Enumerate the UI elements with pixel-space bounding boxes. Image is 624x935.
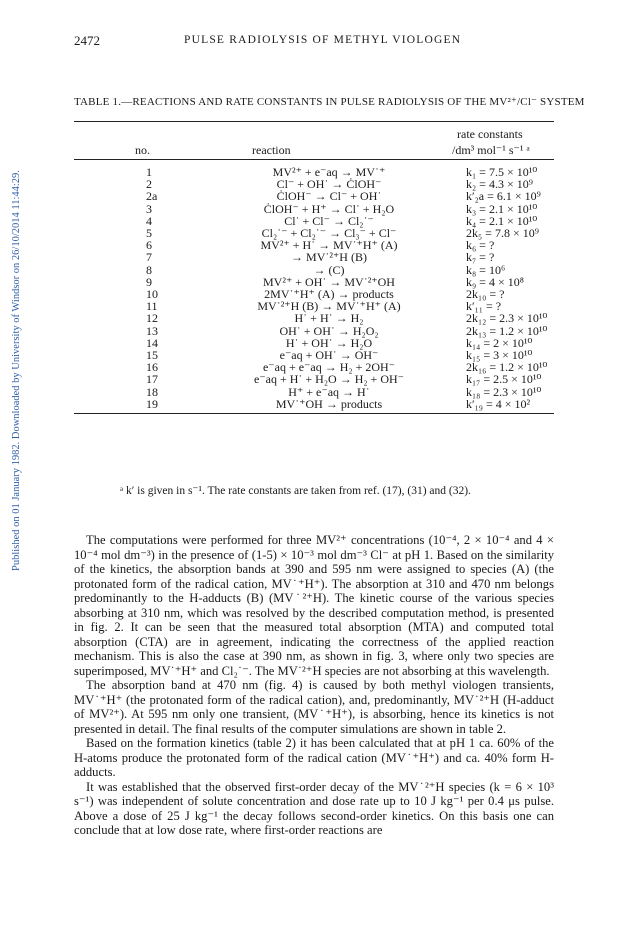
rate-header-line1: rate constants — [457, 127, 523, 141]
reaction-cell: MV˙⁺OH → products — [275, 396, 383, 411]
rate-constant-cell: k′₂a = 6.1 × 10⁹ — [466, 189, 541, 204]
row-number: 11 — [146, 299, 158, 314]
rate-constant-cell: k′₁₁ = ? — [466, 299, 502, 314]
row-number: 5 — [146, 226, 152, 241]
table-row — [74, 190, 554, 202]
rate-constant-cell: k₄ = 2.1 × 10¹⁰ — [466, 213, 538, 228]
table-top-rule — [74, 121, 554, 122]
row-number: 17 — [146, 372, 158, 387]
row-number: 2 — [146, 177, 152, 192]
rate-constant-cell: k₁₇ = 2.5 × 10¹⁰ — [466, 372, 542, 387]
paragraph: It was established that the observed first-order decay of the MV˙²⁺H species (k = 6 × 10³ s⁻¹) was independent of solute concentration and dose rate up to 10 J kg⁻¹ per 0.4 μs pulse. Above a dose of 25 J kg⁻¹ the decay follows second-order kinetics. On this basis one can conclude that at low dose rate, where first-order reactions are — [74, 779, 554, 837]
row-number: 2a — [146, 189, 158, 204]
reaction-cell: e⁻aq + H˙ + H₂O → H₂ + OH⁻ — [254, 372, 404, 387]
column-header-no: no. — [135, 143, 150, 157]
reaction-cell: ĊlOH⁻ + H⁺ → Cl˙ + H₂O — [263, 201, 395, 216]
rate-constant-cell: 2k₁₀ = ? — [466, 287, 505, 302]
rate-constant-cell: k₃ = 2.1 × 10¹⁰ — [466, 201, 538, 216]
row-number: 19 — [146, 396, 158, 411]
rate-constant-cell: 2k₅ = 7.8 × 10⁹ — [466, 226, 539, 241]
paragraph: The absorption band at 470 nm (fig. 4) is caused by both methyl viologen transients, MV˙⁺H⁺ (the protonated form of the radical cation), and, predominantly, MV˙²⁺H (H-adduct of MV²⁺). At 595 nm only one transient, (MV˙⁺H⁺), is absorbing, hence its kinetics is not presented in detail. The final results of the computer simulations are shown in table 2. — [74, 678, 554, 736]
table-footnote: ᵃ k′ is given in s⁻¹. The rate constants are taken from ref. (17), (31) and (32). — [120, 485, 471, 497]
row-number: 6 — [146, 238, 152, 253]
table-row — [74, 251, 554, 263]
row-number: 13 — [146, 323, 158, 338]
download-watermark — [9, 160, 23, 580]
reaction-cell: MV²⁺ + H˙ → MV˙⁺H⁺ (A) — [260, 238, 398, 253]
reaction-cell: H˙ + H˙ → H₂ — [294, 311, 364, 326]
table-caption: TABLE 1.—REACTIONS AND RATE CONSTANTS IN PULSE RADIOLYSIS OF THE MV²⁺/Cl⁻ SYSTEM — [74, 96, 585, 108]
reaction-cell: H˙ + OH˙ → H₂O — [285, 335, 373, 350]
row-number: 7 — [146, 250, 152, 265]
column-header-reaction: reaction — [252, 143, 291, 157]
reaction-cell: H⁺ + e⁻aq → H˙ — [288, 384, 370, 399]
table-row — [74, 325, 554, 337]
row-number: 16 — [146, 360, 158, 375]
row-number: 9 — [146, 274, 152, 289]
table-row — [74, 264, 554, 276]
reaction-cell: e⁻aq + OH˙ → OH⁻ — [279, 348, 379, 363]
reaction-cell: MV˙²⁺H (B) → MV˙⁺H⁺ (A) — [257, 299, 401, 314]
paragraph: The computations were performed for three MV²⁺ concentrations (10⁻⁴, 2 × 10⁻⁴ and 4 × 10⁻⁴ mol dm⁻³) in the presence of (1-5) × 10⁻³ mol dm⁻³ Cl⁻ at pH 1. Based on the similarity of the kinetics, the absorption bands at 390 and 595 nm were assigned to species (A) (the protonated form of the radical cation, MV˙⁺H⁺). The absorption at 310 and 470 nm belongs predominantly to the H-adducts (B) (MV˙²⁺H). The kinetic course of the various species absorbing at 310 nm, which was resolved by the described computation method, is presented in fig. 2. It can be seen that the measured total absorption (MTA) and computed total absorption (CTA) are in agreement, indicating the correctness of the applied reaction mechanism. This is also the case at 390 nm, as shown in fig. 3, where only two species are superimposed, MV˙⁺H⁺ and Cl₂˙⁻. The MV˙²⁺H species are not absorbing at this wavelength. — [74, 533, 554, 678]
rate-constant-cell: k′₁₉ = 4 × 10² — [466, 396, 531, 411]
page-header — [74, 33, 554, 53]
reaction-cell: Cl˙ + Cl⁻ → Cl₂˙⁻ — [284, 213, 374, 228]
row-number: 18 — [146, 384, 158, 399]
row-number: 4 — [146, 213, 152, 228]
row-number: 10 — [146, 287, 158, 302]
rate-constant-cell: k₆ = ? — [466, 238, 495, 253]
row-number: 1 — [146, 165, 152, 179]
rate-constant-cell: k₁₅ = 3 × 10¹⁰ — [466, 348, 533, 363]
rate-constant-cell: 2k₁₂ = 2.3 × 10¹⁰ — [466, 311, 548, 326]
row-number: 15 — [146, 348, 158, 363]
rate-constant-cell: 2k₁₆ = 1.2 × 10¹⁰ — [466, 360, 548, 375]
running-head: PULSE RADIOLYSIS OF METHYL VIOLOGEN — [184, 34, 462, 46]
rate-constant-cell: k₇ = ? — [466, 250, 495, 265]
reaction-cell: → MV˙²⁺H (B) — [291, 250, 367, 265]
table-row — [74, 203, 554, 215]
reaction-cell: MV²⁺ + OH˙ → MV˙²⁺OH — [263, 274, 395, 289]
rate-header-line2: /dm³ mol⁻¹ s⁻¹ ᵃ — [452, 143, 530, 157]
row-number: 8 — [146, 262, 152, 277]
reaction-cell: Cl⁻ + OH˙ → ĊlOH⁻ — [276, 177, 382, 192]
row-number: 3 — [146, 201, 152, 216]
reaction-cell: MV²⁺ + e⁻aq → MV˙⁺ — [272, 165, 386, 179]
row-number: 14 — [146, 335, 158, 350]
table-header-rule — [74, 159, 554, 160]
body-text — [74, 533, 554, 838]
rate-constant-cell: 2k₁₃ = 1.2 × 10¹⁰ — [466, 323, 548, 338]
reaction-table — [74, 166, 554, 410]
rate-constant-cell: k₂ = 4.3 × 10⁹ — [466, 177, 533, 192]
table-row — [74, 312, 554, 324]
reaction-cell: → (C) — [313, 262, 345, 277]
rate-constant-cell: k₁₄ = 2 × 10¹⁰ — [466, 335, 533, 350]
table-row — [74, 398, 554, 410]
rate-constant-cell: k₁₈ = 2.3 × 10¹⁰ — [466, 384, 542, 399]
table-row — [74, 373, 554, 385]
rate-constant-cell: k₉ = 4 × 10⁸ — [466, 274, 524, 289]
reaction-cell: Cl₂˙⁻ + Cl₂˙⁻ → Cl₃⁻ + Cl⁻ — [261, 226, 397, 241]
page-number: 2472 — [74, 33, 100, 48]
reaction-cell: OH˙ + OH˙ → H₂O₂ — [279, 323, 379, 338]
row-number: 12 — [146, 311, 158, 326]
rate-constant-cell: k₁ = 7.5 × 10¹⁰ — [466, 165, 538, 179]
paragraph: Based on the formation kinetics (table 2) it has been calculated that at pH 1 ca. 60% of the H-atoms produce the protonated form of the radical cation (MV˙⁺H⁺) and ca. 40% form H-adducts. — [74, 736, 554, 779]
table-bottom-rule — [74, 413, 554, 414]
download-watermark-text: Published on 01 January 1982. Downloaded by University of Windsor on 26/10/2014 11:44:29. — [10, 169, 22, 571]
reaction-cell: e⁻aq + e⁻aq → H₂ + 2OH⁻ — [262, 360, 396, 375]
reaction-cell: 2MV˙⁺H⁺ (A) → products — [264, 287, 394, 302]
reaction-cell: ĊlOH⁻ → Cl⁻ + OH˙ — [276, 189, 382, 204]
rate-constant-cell: k₈ = 10⁶ — [466, 262, 506, 277]
